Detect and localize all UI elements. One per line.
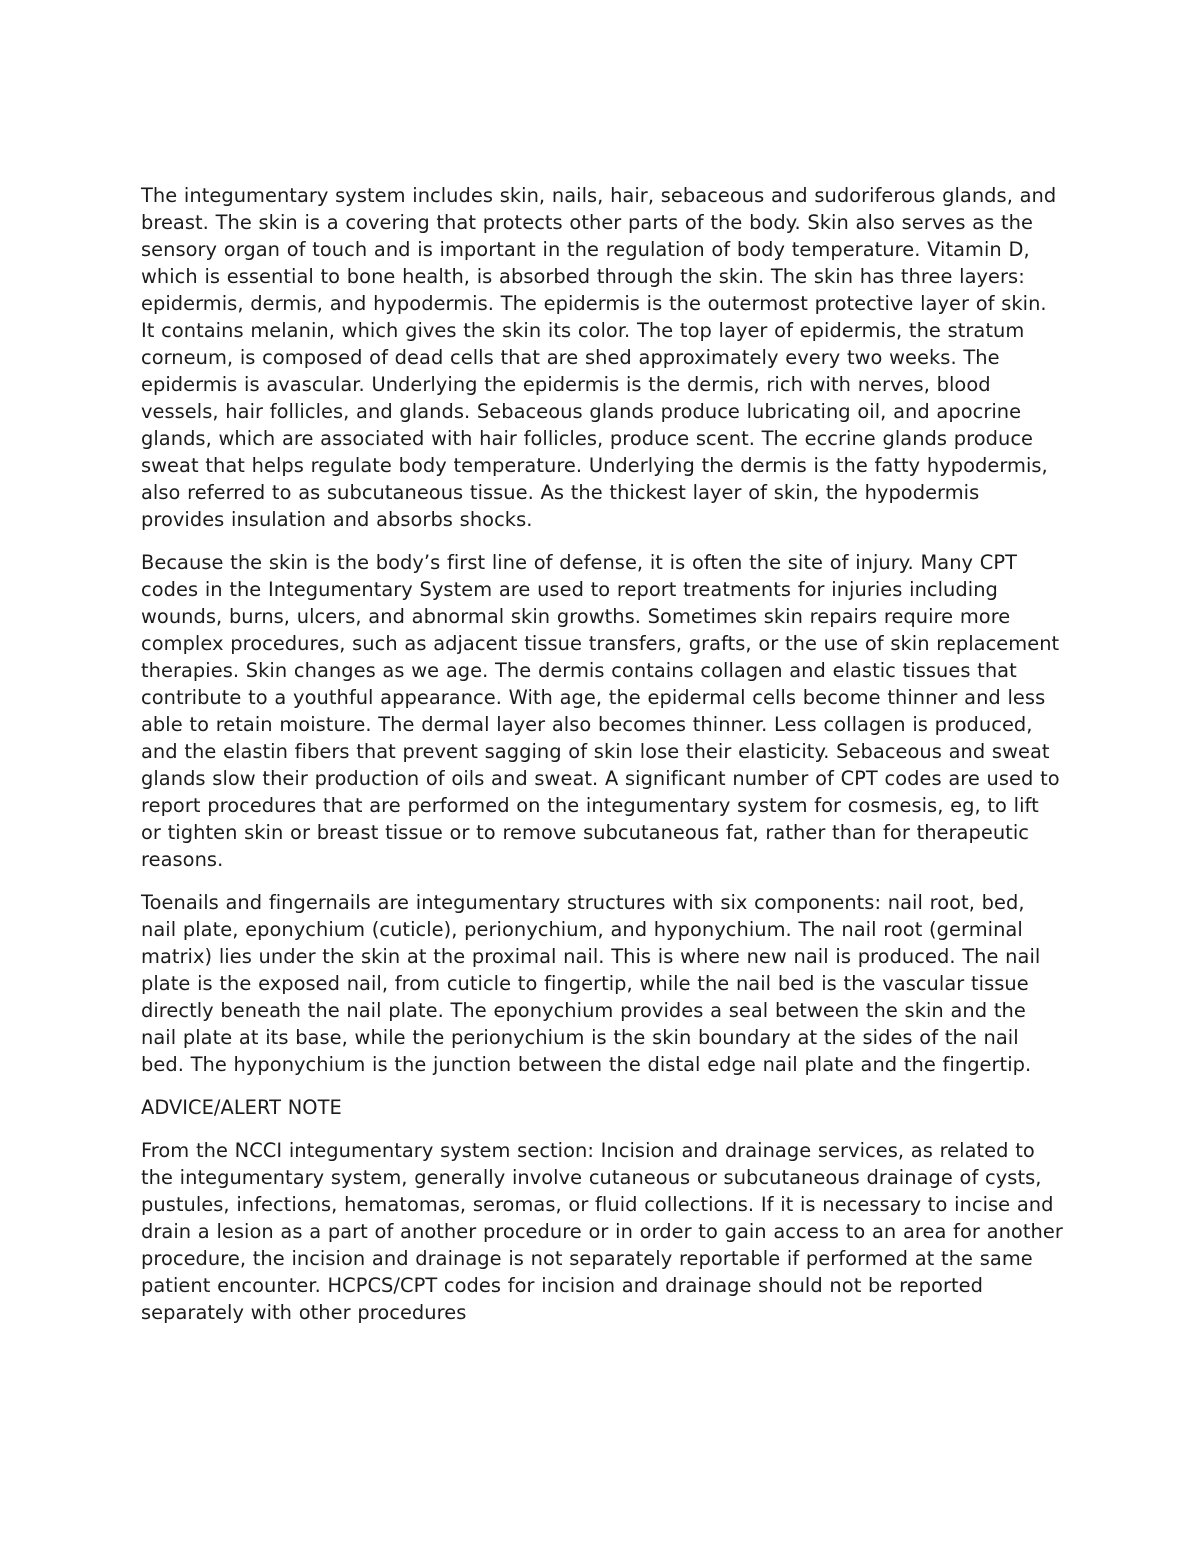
document-body <box>141 182 1063 1342</box>
paragraph-skin-defense-aging: Because the skin is the body’s first line of defense, it is often the site of injury. Many CPT codes in the Integumentary System are used to report treatments for injuries including wounds, burns, ulcers, and abnormal skin growths. Sometimes skin repairs require more complex procedures, such as adjacent tissue transfers, grafts, or the use of skin replacement therapies. Skin changes as we age. The dermis contains collagen and elastic tissues that contribute to a youthful appearance. With age, the epidermal cells become thinner and less able to retain moisture. The dermal layer also becomes thinner. Less collagen is produced, and the elastin fibers that prevent sagging of skin lose their elasticity. Sebaceous and sweat glands slow their production of oils and sweat. A significant number of CPT codes are used to report procedures that are performed on the integumentary system for cosmesis, eg, to lift or tighten skin or breast tissue or to remove subcutaneous fat, rather than for therapeutic reasons. <box>141 551 1060 871</box>
alert-heading: ADVICE/ALERT NOTE <box>141 1096 342 1119</box>
paragraph-nail-structures: Toenails and fingernails are integumentary structures with six components: nail root, bed, nail plate, eponychium (cuticle), perionychium, and hyponychium. The nail root (germinal matrix) lies under the skin at the proximal nail. This is where new nail is produced. The nail plate is the exposed nail, from cuticle to fingertip, while the nail bed is the vascular tissue directly beneath the nail plate. The eponychium provides a seal between the skin and the nail plate at its base, while the perionychium is the skin boundary at the sides of the nail bed. The hyponychium is the junction between the distal edge nail plate and the fingertip. <box>141 891 1041 1076</box>
alert-paragraph: From the NCCI integumentary system section: Incision and drainage services, as related to the integumentary system, generally involve cutaneous or subcutaneous drainage of cysts, pustules, infections, hematomas, seromas, or fluid collections. If it is necessary to incise and drain a lesion as a part of another procedure or in order to gain access to an area for another procedure, the incision and drainage is not separately reportable if performed at the same patient encounter. HCPCS/CPT codes for incision and drainage should not be reported separately with other procedures <box>141 1139 1063 1324</box>
paragraph-integumentary-overview: The integumentary system includes skin, nails, hair, sebaceous and sudoriferous glands, and breast. The skin is a covering that protects other parts of the body. Skin also serves as the sensory organ of touch and is important in the regulation of body temperature. Vitamin D, which is essential to bone health, is absorbed through the skin. The skin has three layers: epidermis, dermis, and hypodermis. The epidermis is the outermost protective layer of skin. It contains melanin, which gives the skin its color. The top layer of epidermis, the stratum corneum, is composed of dead cells that are shed approximately every two weeks. The epidermis is avascular. Underlying the epidermis is the dermis, rich with nerves, blood vessels, hair follicles, and glands. Sebaceous glands produce lubricating oil, and apocrine glands, which are associated with hair follicles, produce scent. The eccrine glands produce sweat that helps regulate body temperature. Underlying the dermis is the fatty hypodermis, also referred to as subcutaneous tissue. As the thickest layer of skin, the hypodermis provides insulation and absorbs shocks. <box>141 184 1057 531</box>
